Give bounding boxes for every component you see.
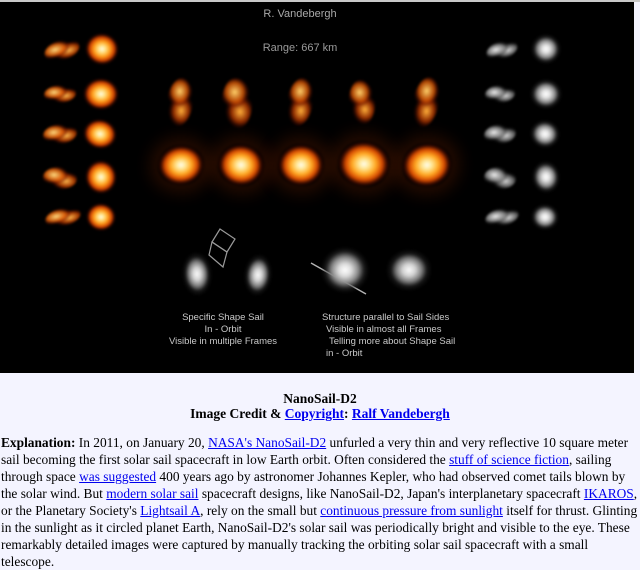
sail-glint bbox=[527, 117, 562, 151]
sail-glint bbox=[80, 116, 119, 152]
sail-glint bbox=[483, 204, 520, 230]
sail-glint bbox=[220, 77, 253, 129]
explanation-text-segment: itself for thrust. Glinting in the sunlight as it circled planet Earth, NanoSail-D2's solar sail was periodically bright and visible to the eye. These remarkably detailed images were captured by manually tracking the orbiting solar sail spacecraft with a small telescope. bbox=[1, 503, 638, 569]
sail-glint bbox=[529, 32, 563, 66]
explanation-link[interactable]: Lightsail A bbox=[140, 503, 201, 518]
right-caption bbox=[322, 312, 455, 360]
explanation-text-segment: In 2011, on January 20, bbox=[75, 435, 209, 450]
sail-glint bbox=[42, 122, 78, 147]
author-link[interactable]: Ralf Vandebergh bbox=[351, 406, 450, 421]
explanation-link[interactable]: was suggested bbox=[79, 469, 157, 484]
caption-line: Visible in multiple Frames bbox=[168, 336, 278, 347]
explanation-link[interactable]: modern solar sail bbox=[106, 486, 199, 501]
caption-line: Telling more about Shape Sail bbox=[329, 336, 456, 347]
sail-glint bbox=[83, 31, 121, 67]
explanation-link[interactable]: stuff of science fiction bbox=[449, 452, 569, 467]
credit-line bbox=[0, 406, 640, 421]
explanation-text-segment: , rely on the small but bbox=[200, 503, 321, 518]
caption-line: Specific Shape Sail bbox=[182, 312, 264, 323]
sail-glint bbox=[42, 166, 77, 190]
sail-glint bbox=[321, 247, 369, 293]
caption-line: Structure parallel to Sail Sides bbox=[322, 312, 450, 323]
sail-glint bbox=[530, 160, 561, 195]
observer-credit-overlay: R. Vandebergh bbox=[263, 8, 337, 20]
sail-glint bbox=[85, 202, 117, 233]
copyright-link[interactable]: Copyright bbox=[284, 406, 345, 421]
explanation-text-segment: unfurled a very thin and very reflective 10 square meter sail becoming the first solar sail spacecraft in low Earth orbit. Often considered the bbox=[1, 435, 629, 467]
credit-colon: : bbox=[344, 406, 352, 421]
sail-glint bbox=[43, 204, 82, 230]
sail-glint bbox=[216, 142, 266, 189]
caption-line: In - Orbit bbox=[204, 324, 242, 335]
caption-line: Visible in almost all Frames bbox=[326, 324, 442, 335]
explanation-text-segment: , sailing through space bbox=[1, 452, 612, 484]
sail-glint bbox=[483, 122, 517, 146]
nanosail-telescope-image[interactable] bbox=[0, 2, 634, 373]
sail-glint bbox=[156, 143, 205, 187]
sail-glint bbox=[347, 79, 377, 125]
credit-prefix: Image Credit & bbox=[190, 406, 285, 421]
sail-glint bbox=[42, 35, 82, 65]
sail-glint bbox=[43, 84, 76, 105]
left-caption bbox=[130, 312, 316, 348]
explanation-text-segment: , or the Planetary Society's bbox=[1, 486, 638, 518]
sail-glint bbox=[284, 76, 316, 127]
sail-glint bbox=[336, 139, 391, 189]
sail-glint bbox=[530, 203, 560, 231]
sail-glint bbox=[483, 166, 516, 190]
explanation-link[interactable]: IKAROS bbox=[583, 486, 634, 501]
explanation-text-segment: 400 years ago by astronomer Johannes Kepler, who had observed comet tails blown by the solar wind. But bbox=[1, 469, 626, 501]
explanation-link[interactable]: NASA's NanoSail-D2 bbox=[208, 435, 327, 450]
explanation-text-segment: spacecraft designs, like NanoSail-D2, Japan's interplanetary spacecraft bbox=[198, 486, 584, 501]
explanation-text bbox=[1, 435, 637, 569]
explanation-link[interactable]: continuous pressure from sunlight bbox=[320, 503, 503, 518]
sail-glint bbox=[484, 36, 520, 63]
sail-glint bbox=[83, 158, 118, 195]
sail-glint bbox=[242, 253, 274, 298]
explanation-paragraph bbox=[1, 434, 638, 570]
sail-glint bbox=[399, 140, 455, 191]
explanation-label: Explanation: bbox=[1, 435, 76, 450]
sail-glint bbox=[409, 75, 443, 129]
page-title: NanoSail-D2 bbox=[283, 391, 357, 406]
sail-glint bbox=[278, 144, 324, 186]
sail-glint bbox=[385, 248, 433, 292]
title-block bbox=[0, 391, 640, 421]
caption-line: in - Orbit bbox=[326, 348, 363, 359]
sail-glint bbox=[165, 77, 196, 127]
sail-glint bbox=[83, 78, 119, 110]
sail-glint bbox=[530, 79, 562, 109]
range-label-overlay: Range: 667 km bbox=[262, 42, 338, 54]
sail-glint bbox=[484, 84, 515, 105]
